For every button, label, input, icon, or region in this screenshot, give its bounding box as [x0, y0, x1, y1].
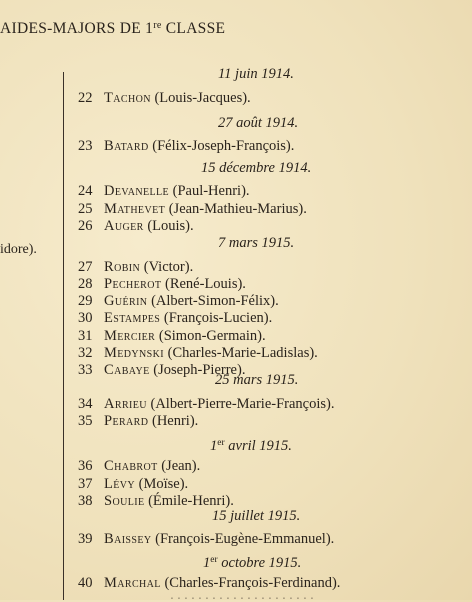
- entry-number: 40: [78, 575, 93, 591]
- entry-number: 31: [78, 328, 93, 344]
- date-text: 27 août 1914.: [218, 115, 299, 131]
- entry-surname: Medynski: [104, 345, 164, 361]
- entry-number: 35: [78, 413, 93, 429]
- entry-surname: Tachon: [104, 90, 151, 106]
- entry-surname: Perard: [104, 413, 149, 429]
- entry-surname: Chabrot: [104, 458, 158, 474]
- date-day: 1: [210, 438, 218, 454]
- entry-number: 37: [78, 476, 93, 492]
- entry-given-names: (Jean-Mathieu-Marius).: [165, 201, 307, 217]
- heading-suffix: CLASSE: [161, 20, 226, 37]
- entry-number: 36: [78, 458, 93, 474]
- entry-number: 22: [78, 90, 93, 106]
- date-ordinal: er: [210, 555, 218, 565]
- entry-given-names: (Albert-Pierre-Marie-François).: [146, 396, 335, 412]
- entry-name: [104, 411, 198, 431]
- entry-name: [104, 181, 250, 201]
- entry-surname: Devanelle: [104, 183, 169, 199]
- entry-name: [104, 456, 200, 476]
- entry-given-names: (Jean).: [157, 458, 201, 474]
- entry-given-names: (Henri).: [148, 413, 199, 429]
- entry-given-names: (Louis-Jacques).: [150, 90, 251, 106]
- date-text: 25 mars 1915.: [215, 372, 299, 388]
- margin-fragment: idore).: [0, 242, 37, 257]
- entry-given-names: (Charles-François-Ferdinand).: [160, 575, 341, 591]
- entry-number: 26: [78, 218, 93, 234]
- entry-number: 25: [78, 201, 93, 217]
- date-rest: octobre 1915.: [217, 555, 302, 571]
- entry-name: [104, 573, 340, 593]
- entry-surname: Batard: [104, 138, 149, 154]
- entry-given-names: (François-Eugène-Emmanuel).: [151, 531, 335, 547]
- entry-number: 24: [78, 183, 93, 199]
- entry-number: 38: [78, 493, 93, 509]
- entry-given-names: (Paul-Henri).: [169, 183, 250, 199]
- date-text: 11 juin 1914.: [218, 66, 294, 82]
- entry-surname: Pecherot: [104, 276, 162, 292]
- entry-name: [104, 88, 251, 108]
- entry-given-names: (Joseph-Pierre).: [149, 362, 246, 378]
- entry-number: 28: [78, 276, 93, 292]
- date-ordinal: er: [217, 438, 225, 448]
- entry-number: 34: [78, 396, 93, 412]
- entry-surname: Mathevet: [104, 201, 166, 217]
- entry-surname: Marchal: [104, 575, 161, 591]
- entry-given-names: (Louis).: [143, 218, 194, 234]
- entry-surname: Arrieu: [104, 396, 147, 412]
- entry-number: 39: [78, 531, 93, 547]
- date-text: 15 décembre 1914.: [201, 160, 312, 176]
- date-day: 1: [203, 555, 211, 571]
- entry-surname: Estampes: [104, 310, 161, 326]
- entry-surname: Baissey: [104, 531, 152, 547]
- heading-superscript: re: [153, 20, 162, 31]
- entry-given-names: (Félix-Joseph-François).: [148, 138, 295, 154]
- entry-number: 32: [78, 345, 93, 361]
- date-text: [210, 433, 292, 456]
- entry-given-names: (Moïse).: [135, 476, 189, 492]
- entry-surname: Robin: [104, 259, 141, 275]
- entry-given-names: (François-Lucien).: [160, 310, 273, 326]
- entry-surname: Mercier: [104, 328, 156, 344]
- date-text: 7 mars 1915.: [218, 235, 295, 251]
- entry-given-names: (Émile-Henri).: [144, 493, 234, 509]
- entry-surname: Cabaye: [104, 362, 150, 378]
- date-text: 15 juillet 1915.: [212, 508, 301, 524]
- entry-number: 23: [78, 138, 93, 154]
- entry-given-names: (Charles-Marie-Ladislas).: [163, 345, 318, 361]
- heading-prefix: AIDES-MAJORS DE 1: [0, 20, 154, 37]
- entry-given-names: (René-Louis).: [161, 276, 246, 292]
- entry-number: 33: [78, 362, 93, 378]
- entry-name: [104, 216, 194, 236]
- entry-name: [104, 308, 272, 328]
- entry-name: [104, 136, 294, 156]
- entry-surname: Soulie: [104, 493, 145, 509]
- entry-number: 30: [78, 310, 93, 326]
- entry-surname: Auger: [104, 218, 144, 234]
- cutoff-line: · · · · · · · · · · · · · · · · · · · · ·: [170, 592, 314, 602]
- entry-surname: Lévy: [104, 476, 136, 492]
- entry-given-names: (Albert-Simon-Félix).: [147, 293, 279, 309]
- entry-number: 29: [78, 293, 93, 309]
- entry-surname: Guérin: [104, 293, 148, 309]
- entry-name: [104, 529, 334, 549]
- date-text: [203, 550, 301, 573]
- date-rest: avril 1915.: [224, 438, 292, 454]
- entry-number: 27: [78, 259, 93, 275]
- entry-given-names: (Simon-Germain).: [155, 328, 266, 344]
- entry-given-names: (Victor).: [140, 259, 194, 275]
